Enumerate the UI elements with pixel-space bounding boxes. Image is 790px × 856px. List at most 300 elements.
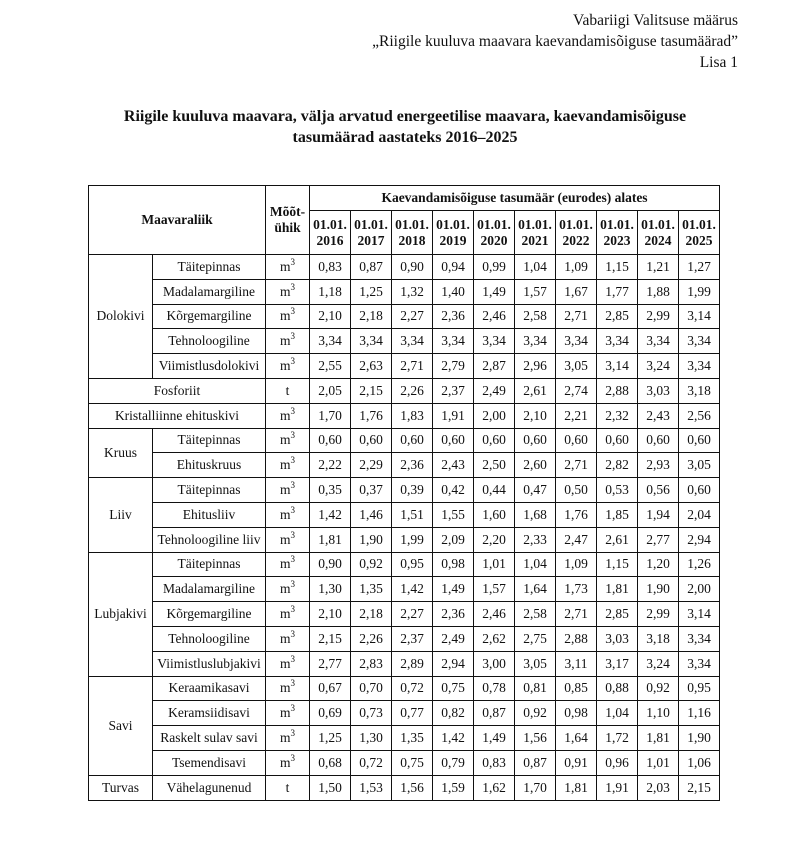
rate-value-cell: 0,91 (556, 750, 597, 775)
rate-value-cell: 1,01 (638, 750, 679, 775)
rate-value-cell: 1,64 (556, 726, 597, 751)
rate-value-cell: 2,77 (310, 651, 351, 676)
rate-value-cell: 1,64 (515, 577, 556, 602)
year-header-2019 (433, 211, 474, 255)
unit-symbol: m (279, 333, 291, 349)
rate-value-cell: 0,75 (392, 750, 433, 775)
rate-value-cell: 0,69 (310, 701, 351, 726)
mineral-subtype-cell: Keramsiidisavi (153, 701, 266, 726)
rate-value-cell: 2,75 (515, 626, 556, 651)
rate-value-cell: 1,04 (597, 701, 638, 726)
rate-value-cell: 2,03 (638, 775, 679, 800)
rate-value-cell: 1,59 (433, 775, 474, 800)
rate-value-cell: 1,25 (351, 279, 392, 304)
year-header-date: 01.01. (313, 216, 347, 232)
document-title-line-1: Riigile kuuluva maavara, välja arvatud energeetilise maavara, kaevandamisõiguse (123, 108, 687, 125)
rate-value-cell: 0,81 (515, 676, 556, 701)
table-row (89, 602, 720, 627)
regulation-title: „Riigile kuuluva maavara kaevandamisõiguse tasumäärad” (372, 33, 738, 50)
rate-value-cell: 2,49 (474, 378, 515, 403)
rate-value-cell: 1,57 (474, 577, 515, 602)
mineral-type-cell: Kristalliinne ehituskivi (89, 403, 266, 428)
rate-value-cell: 1,88 (638, 279, 679, 304)
rate-value-cell: 3,03 (597, 626, 638, 651)
table-row (89, 304, 720, 329)
rate-value-cell: 2,36 (433, 304, 474, 329)
year-header-year: 2019 (439, 232, 467, 248)
rate-value-cell: 2,71 (556, 453, 597, 478)
rate-value-cell: 2,77 (638, 527, 679, 552)
rate-value-cell: 2,26 (351, 626, 392, 651)
rate-value-cell: 1,42 (433, 726, 474, 751)
rate-value-cell: 1,49 (474, 279, 515, 304)
mineral-subtype-cell: Ehitusliiv (153, 502, 266, 527)
mineral-group-cell: Dolokivi (89, 255, 153, 379)
rate-value-cell: 2,37 (433, 378, 474, 403)
table-row (89, 403, 720, 428)
unit-header (266, 186, 310, 255)
annex-label: Lisa 1 (699, 54, 738, 71)
year-header-year: 2023 (603, 232, 631, 248)
rate-value-cell: 1,70 (310, 403, 351, 428)
rate-value-cell: 1,09 (556, 255, 597, 280)
table-row (89, 354, 720, 379)
unit-cell (266, 453, 310, 478)
unit-symbol: t (285, 779, 290, 795)
year-header-year: 2018 (398, 232, 426, 248)
year-header-date: 01.01. (436, 216, 470, 232)
rate-value-cell: 2,18 (351, 602, 392, 627)
rate-value-cell: 0,92 (515, 701, 556, 726)
document-title (80, 106, 730, 148)
rate-value-cell: 2,10 (515, 403, 556, 428)
rate-value-cell: 1,83 (392, 403, 433, 428)
table-row (89, 329, 720, 354)
rate-value-cell: 0,60 (515, 428, 556, 453)
unit-header-line-1: Mõõt- (269, 204, 306, 219)
rate-value-cell: 0,78 (474, 676, 515, 701)
rate-value-cell: 2,61 (515, 378, 556, 403)
table-row (89, 676, 720, 701)
rate-value-cell: 3,03 (638, 378, 679, 403)
rate-value-cell: 2,32 (597, 403, 638, 428)
rate-value-cell: 1,55 (433, 502, 474, 527)
table-row (89, 701, 720, 726)
rate-value-cell: 1,99 (679, 279, 720, 304)
rate-value-cell: 2,55 (310, 354, 351, 379)
rate-value-cell: 2,96 (515, 354, 556, 379)
year-header-2025 (679, 211, 720, 255)
mineral-subtype-cell: Tehnoloogiline (153, 329, 266, 354)
regulation-header (372, 10, 738, 73)
rate-value-cell: 1,49 (474, 726, 515, 751)
rate-value-cell: 2,36 (392, 453, 433, 478)
rate-value-cell: 3,34 (474, 329, 515, 354)
rate-value-cell: 2,93 (638, 453, 679, 478)
rate-value-cell: 1,77 (597, 279, 638, 304)
rate-value-cell: 0,94 (433, 255, 474, 280)
rate-value-cell: 0,42 (433, 478, 474, 503)
rate-value-cell: 0,60 (433, 428, 474, 453)
rate-value-cell: 0,60 (310, 428, 351, 453)
rate-value-cell: 0,87 (474, 701, 515, 726)
rate-value-cell: 3,18 (638, 626, 679, 651)
rate-value-cell: 1,10 (638, 701, 679, 726)
rate-value-cell: 1,90 (638, 577, 679, 602)
rate-value-cell: 0,87 (515, 750, 556, 775)
mineral-subtype-cell: Madalamargiline (153, 279, 266, 304)
unit-cell (266, 354, 310, 379)
year-header-2024 (638, 211, 679, 255)
rate-value-cell: 0,99 (474, 255, 515, 280)
unit-cell (266, 626, 310, 651)
rate-value-cell: 0,83 (474, 750, 515, 775)
table-row (89, 378, 720, 403)
unit-symbol: m (279, 258, 291, 274)
rate-value-cell: 1,60 (474, 502, 515, 527)
rate-value-cell: 3,17 (597, 651, 638, 676)
unit-cell (266, 552, 310, 577)
rate-value-cell: 3,24 (638, 354, 679, 379)
rate-value-cell: 3,05 (515, 651, 556, 676)
table-row (89, 775, 720, 800)
mineral-group-cell: Turvas (89, 775, 153, 800)
unit-symbol: m (279, 680, 291, 696)
rate-value-cell: 0,72 (392, 676, 433, 701)
unit-exponent: 3 (290, 554, 295, 565)
year-header-2021 (515, 211, 556, 255)
unit-cell (266, 304, 310, 329)
rate-value-cell: 1,90 (351, 527, 392, 552)
rate-value-cell: 1,76 (556, 502, 597, 527)
rate-value-cell: 2,58 (515, 602, 556, 627)
rate-value-cell: 2,71 (392, 354, 433, 379)
rate-value-cell: 2,47 (556, 527, 597, 552)
unit-exponent: 3 (290, 356, 295, 367)
rate-value-cell: 2,04 (679, 502, 720, 527)
rate-value-cell: 1,15 (597, 552, 638, 577)
rate-value-cell: 3,34 (392, 329, 433, 354)
rate-value-cell: 3,34 (433, 329, 474, 354)
rate-value-cell: 1,06 (679, 750, 720, 775)
rate-value-cell: 1,30 (310, 577, 351, 602)
table-row (89, 626, 720, 651)
rate-value-cell: 0,90 (310, 552, 351, 577)
rate-value-cell: 0,56 (638, 478, 679, 503)
table-row (89, 651, 720, 676)
rate-value-cell: 1,04 (515, 255, 556, 280)
rate-value-cell: 2,58 (515, 304, 556, 329)
rate-value-cell: 2,27 (392, 304, 433, 329)
mineral-subtype-cell: Täitepinnas (153, 255, 266, 280)
unit-exponent: 3 (290, 331, 295, 342)
rate-value-cell: 1,26 (679, 552, 720, 577)
mineral-subtype-cell: Vähelagunenud (153, 775, 266, 800)
rate-value-cell: 1,09 (556, 552, 597, 577)
year-header-date: 01.01. (641, 216, 675, 232)
rate-value-cell: 3,34 (679, 651, 720, 676)
unit-cell (266, 378, 310, 403)
year-header-year: 2024 (644, 232, 672, 248)
rates-table (88, 185, 720, 801)
rate-value-cell: 1,72 (597, 726, 638, 751)
rate-value-cell: 2,87 (474, 354, 515, 379)
rate-value-cell: 1,27 (679, 255, 720, 280)
rate-value-cell: 3,34 (679, 329, 720, 354)
rate-value-cell: 2,99 (638, 304, 679, 329)
mineral-subtype-cell: Täitepinnas (153, 478, 266, 503)
rate-value-cell: 2,33 (515, 527, 556, 552)
rate-value-cell: 2,29 (351, 453, 392, 478)
unit-exponent: 3 (290, 306, 295, 317)
unit-cell (266, 577, 310, 602)
rate-value-cell: 2,00 (679, 577, 720, 602)
table-row (89, 726, 720, 751)
rate-value-cell: 3,34 (515, 329, 556, 354)
rate-header: Kaevandamisõiguse tasumäär (eurodes) alates (310, 186, 720, 211)
unit-symbol: m (279, 308, 291, 324)
unit-symbol: m (279, 358, 291, 374)
rate-value-cell: 0,60 (638, 428, 679, 453)
rate-value-cell: 2,71 (556, 304, 597, 329)
rate-value-cell: 1,56 (392, 775, 433, 800)
table-body (89, 255, 720, 801)
rate-value-cell: 0,92 (351, 552, 392, 577)
rate-value-cell: 0,35 (310, 478, 351, 503)
year-header-year: 2017 (357, 232, 385, 248)
unit-exponent: 3 (290, 256, 295, 267)
unit-exponent: 3 (290, 604, 295, 615)
unit-exponent: 3 (290, 455, 295, 466)
rate-value-cell: 2,83 (351, 651, 392, 676)
unit-symbol: m (279, 432, 291, 448)
rate-value-cell: 2,74 (556, 378, 597, 403)
rate-value-cell: 0,70 (351, 676, 392, 701)
rate-value-cell: 0,72 (351, 750, 392, 775)
mineral-group-cell: Lubjakivi (89, 552, 153, 676)
unit-cell (266, 255, 310, 280)
rate-value-cell: 1,40 (433, 279, 474, 304)
rate-value-cell: 3,34 (679, 626, 720, 651)
mineral-subtype-cell: Madalamargiline (153, 577, 266, 602)
rate-value-cell: 1,18 (310, 279, 351, 304)
rate-value-cell: 3,34 (556, 329, 597, 354)
rate-value-cell: 1,42 (310, 502, 351, 527)
unit-exponent: 3 (290, 405, 295, 416)
rate-value-cell: 1,56 (515, 726, 556, 751)
rate-value-cell: 2,22 (310, 453, 351, 478)
rate-value-cell: 0,50 (556, 478, 597, 503)
rate-value-cell: 0,60 (679, 428, 720, 453)
rate-value-cell: 2,46 (474, 602, 515, 627)
unit-cell (266, 750, 310, 775)
unit-cell (266, 403, 310, 428)
rate-value-cell: 3,34 (638, 329, 679, 354)
rate-value-cell: 2,43 (638, 403, 679, 428)
mineral-subtype-cell: Tsemendisavi (153, 750, 266, 775)
rate-value-cell: 0,44 (474, 478, 515, 503)
rate-value-cell: 1,94 (638, 502, 679, 527)
rate-value-cell: 1,73 (556, 577, 597, 602)
rate-value-cell: 3,34 (310, 329, 351, 354)
rate-value-cell: 2,60 (515, 453, 556, 478)
rate-value-cell: 3,14 (679, 304, 720, 329)
rate-value-cell: 0,37 (351, 478, 392, 503)
unit-cell (266, 329, 310, 354)
unit-cell (266, 775, 310, 800)
rate-value-cell: 0,73 (351, 701, 392, 726)
mineral-subtype-cell: Viimistluslubjakivi (153, 651, 266, 676)
unit-exponent: 3 (290, 628, 295, 639)
rate-value-cell: 2,46 (474, 304, 515, 329)
rate-value-cell: 2,36 (433, 602, 474, 627)
unit-symbol: m (279, 283, 291, 299)
unit-cell (266, 602, 310, 627)
rate-value-cell: 0,83 (310, 255, 351, 280)
rate-value-cell: 1,32 (392, 279, 433, 304)
rate-value-cell: 2,79 (433, 354, 474, 379)
rate-value-cell: 2,99 (638, 602, 679, 627)
year-header-year: 2016 (316, 232, 344, 248)
unit-symbol: m (279, 531, 291, 547)
unit-exponent: 3 (290, 480, 295, 491)
rate-value-cell: 2,05 (310, 378, 351, 403)
rate-value-cell: 3,05 (679, 453, 720, 478)
mineral-type-header: Maavaraliik (89, 186, 266, 255)
rate-value-cell: 3,34 (351, 329, 392, 354)
rate-value-cell: 3,34 (679, 354, 720, 379)
rate-value-cell: 2,56 (679, 403, 720, 428)
rate-value-cell: 3,18 (679, 378, 720, 403)
rate-value-cell: 1,51 (392, 502, 433, 527)
rate-value-cell: 1,49 (433, 577, 474, 602)
year-header-year: 2025 (685, 232, 713, 248)
unit-cell (266, 502, 310, 527)
rate-value-cell: 1,21 (638, 255, 679, 280)
rate-value-cell: 2,50 (474, 453, 515, 478)
rate-value-cell: 2,21 (556, 403, 597, 428)
rate-value-cell: 0,95 (392, 552, 433, 577)
rate-value-cell: 0,96 (597, 750, 638, 775)
rate-value-cell: 0,98 (433, 552, 474, 577)
table-row (89, 255, 720, 280)
rate-value-cell: 0,68 (310, 750, 351, 775)
rate-value-cell: 2,15 (679, 775, 720, 800)
rate-value-cell: 2,85 (597, 304, 638, 329)
rate-value-cell: 1,99 (392, 527, 433, 552)
rate-value-cell: 2,61 (597, 527, 638, 552)
rate-value-cell: 0,77 (392, 701, 433, 726)
rate-value-cell: 1,42 (392, 577, 433, 602)
unit-cell (266, 726, 310, 751)
mineral-subtype-cell: Raskelt sulav savi (153, 726, 266, 751)
year-header-date: 01.01. (395, 216, 429, 232)
rate-value-cell: 2,71 (556, 602, 597, 627)
year-header-2020 (474, 211, 515, 255)
mineral-subtype-cell: Täitepinnas (153, 552, 266, 577)
year-header-2016 (310, 211, 351, 255)
rate-value-cell: 3,00 (474, 651, 515, 676)
mineral-subtype-cell: Täitepinnas (153, 428, 266, 453)
mineral-subtype-cell: Kõrgemargiline (153, 602, 266, 627)
rate-value-cell: 2,09 (433, 527, 474, 552)
rate-value-cell: 2,63 (351, 354, 392, 379)
rate-value-cell: 2,10 (310, 602, 351, 627)
rate-value-cell: 2,15 (310, 626, 351, 651)
mineral-group-cell: Kruus (89, 428, 153, 478)
mineral-subtype-cell: Tehnoloogiline liiv (153, 527, 266, 552)
table-row (89, 527, 720, 552)
rate-value-cell: 0,87 (351, 255, 392, 280)
rate-value-cell: 2,43 (433, 453, 474, 478)
rate-value-cell: 1,91 (433, 403, 474, 428)
unit-symbol: m (279, 482, 291, 498)
unit-symbol: m (279, 655, 291, 671)
rate-value-cell: 1,20 (638, 552, 679, 577)
rate-value-cell: 1,81 (556, 775, 597, 800)
rate-value-cell: 3,24 (638, 651, 679, 676)
rate-value-cell: 2,94 (679, 527, 720, 552)
rate-value-cell: 1,91 (597, 775, 638, 800)
rate-value-cell: 1,57 (515, 279, 556, 304)
rate-value-cell: 0,60 (556, 428, 597, 453)
rate-value-cell: 0,95 (679, 676, 720, 701)
unit-exponent: 3 (290, 703, 295, 714)
rate-value-cell: 2,26 (392, 378, 433, 403)
rate-value-cell: 3,11 (556, 651, 597, 676)
year-header-year: 2021 (521, 232, 549, 248)
rate-value-cell: 0,60 (474, 428, 515, 453)
rate-value-cell: 3,34 (597, 329, 638, 354)
table-row (89, 428, 720, 453)
rate-value-cell: 1,68 (515, 502, 556, 527)
unit-symbol: t (285, 382, 290, 398)
unit-symbol: m (279, 705, 291, 721)
unit-symbol: m (279, 457, 291, 473)
year-header-year: 2020 (480, 232, 508, 248)
unit-exponent: 3 (290, 653, 295, 664)
rate-value-cell: 2,10 (310, 304, 351, 329)
rate-value-cell: 1,62 (474, 775, 515, 800)
mineral-subtype-cell: Ehituskruus (153, 453, 266, 478)
unit-cell (266, 527, 310, 552)
table-row (89, 478, 720, 503)
document-title-line-2: tasumäärad aastateks 2016–2025 (292, 129, 518, 146)
rate-value-cell: 2,94 (433, 651, 474, 676)
rate-value-cell: 0,98 (556, 701, 597, 726)
regulation-name: Vabariigi Valitsuse määrus (572, 12, 738, 29)
unit-symbol: m (279, 556, 291, 572)
rate-value-cell: 0,47 (515, 478, 556, 503)
unit-symbol: m (279, 581, 291, 597)
rate-value-cell: 1,81 (638, 726, 679, 751)
rate-value-cell: 1,35 (392, 726, 433, 751)
unit-symbol: m (279, 754, 291, 770)
unit-symbol: m (279, 730, 291, 746)
rate-value-cell: 3,14 (597, 354, 638, 379)
unit-symbol: m (279, 407, 291, 423)
rate-value-cell: 1,67 (556, 279, 597, 304)
rate-value-cell: 0,88 (597, 676, 638, 701)
table-row (89, 552, 720, 577)
rate-value-cell: 1,76 (351, 403, 392, 428)
rate-value-cell: 2,88 (597, 378, 638, 403)
rate-value-cell: 3,05 (556, 354, 597, 379)
rate-value-cell: 1,04 (515, 552, 556, 577)
rate-value-cell: 1,15 (597, 255, 638, 280)
rate-value-cell: 1,46 (351, 502, 392, 527)
rate-value-cell: 0,60 (679, 478, 720, 503)
